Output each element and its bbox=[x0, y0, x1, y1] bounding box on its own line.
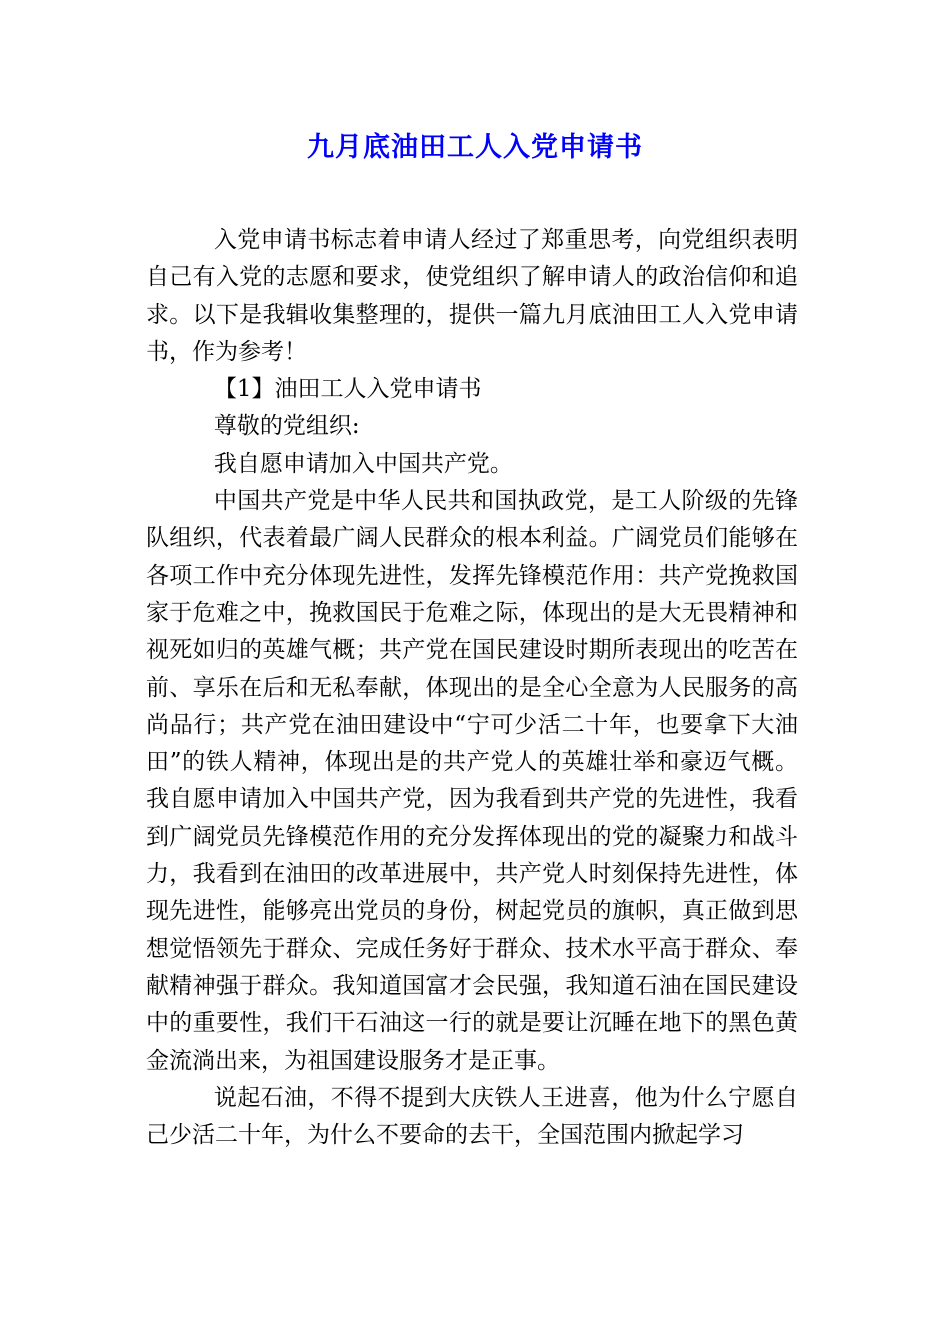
paragraph-salutation: 尊敬的党组织: bbox=[213, 413, 360, 440]
paragraph-intro: 入党申请书标志着申请人经过了郑重思考，向党组织表明自己有入党的志愿和要求，使党组织了解申请人的政治信仰和追求。以下是我辑收集整理的，提供一篇九月底油田工人入党申请书，作为参考！ bbox=[146, 227, 798, 365]
paragraph-main: 中国共产党是中华人民共和国执政党，是工人阶级的先锋队组织，代表着最广阔人民群众的根本利益。广阔党员们能够在各项工作中充分体现先进性，发挥先锋模范作用：共产党挽救国家于危难之中，挽救国民于危难之际，体现出的是大无畏精神和视死如归的英雄气概；共产党在国民建设时期所表现出的吃苦在前、享乐在后和无私奉献，体现出的是全心全意为人民服务的高尚品行；共产党在油田建设中“宁可少活二十年，也要拿下大油田”的铁人精神，体现出是的共产党人的英雄壮举和豪迈气概。我自愿申请加入中国共产党，因为我看到共产党的先进性，我看到广阔党员先锋模范作用的充分发挥体现出的党的凝聚力和战斗力，我看到在油田的改革进展中，共产党人时刻保持先进性，体现先进性，能够亮出党员的身份，树起党员的旗帜，真正做到思想觉悟领先于群众、完成任务好于群众、技术水平高于群众、奉献精神强于群众。我知道国富才会民强，我知道石油在国民建设中的重要性，我们干石油这一行的就是要让沉睡在地下的黑色黄金流淌出来，为祖国建设服务才是正事。 bbox=[146, 488, 798, 1074]
document-title: 九月底油田工人入党申请书 bbox=[307, 132, 643, 163]
paragraph-section-heading: 【1】油田工人入党申请书 bbox=[213, 376, 482, 403]
document-body bbox=[146, 222, 798, 1154]
paragraph-statement: 我自愿申请加入中国共产党。 bbox=[213, 450, 513, 477]
paragraph-continuation: 说起石油，不得不提到大庆铁人王进喜，他为什么宁愿自己少活二十年，为什么不要命的去干，全国范围内掀起学习 bbox=[146, 1084, 798, 1149]
